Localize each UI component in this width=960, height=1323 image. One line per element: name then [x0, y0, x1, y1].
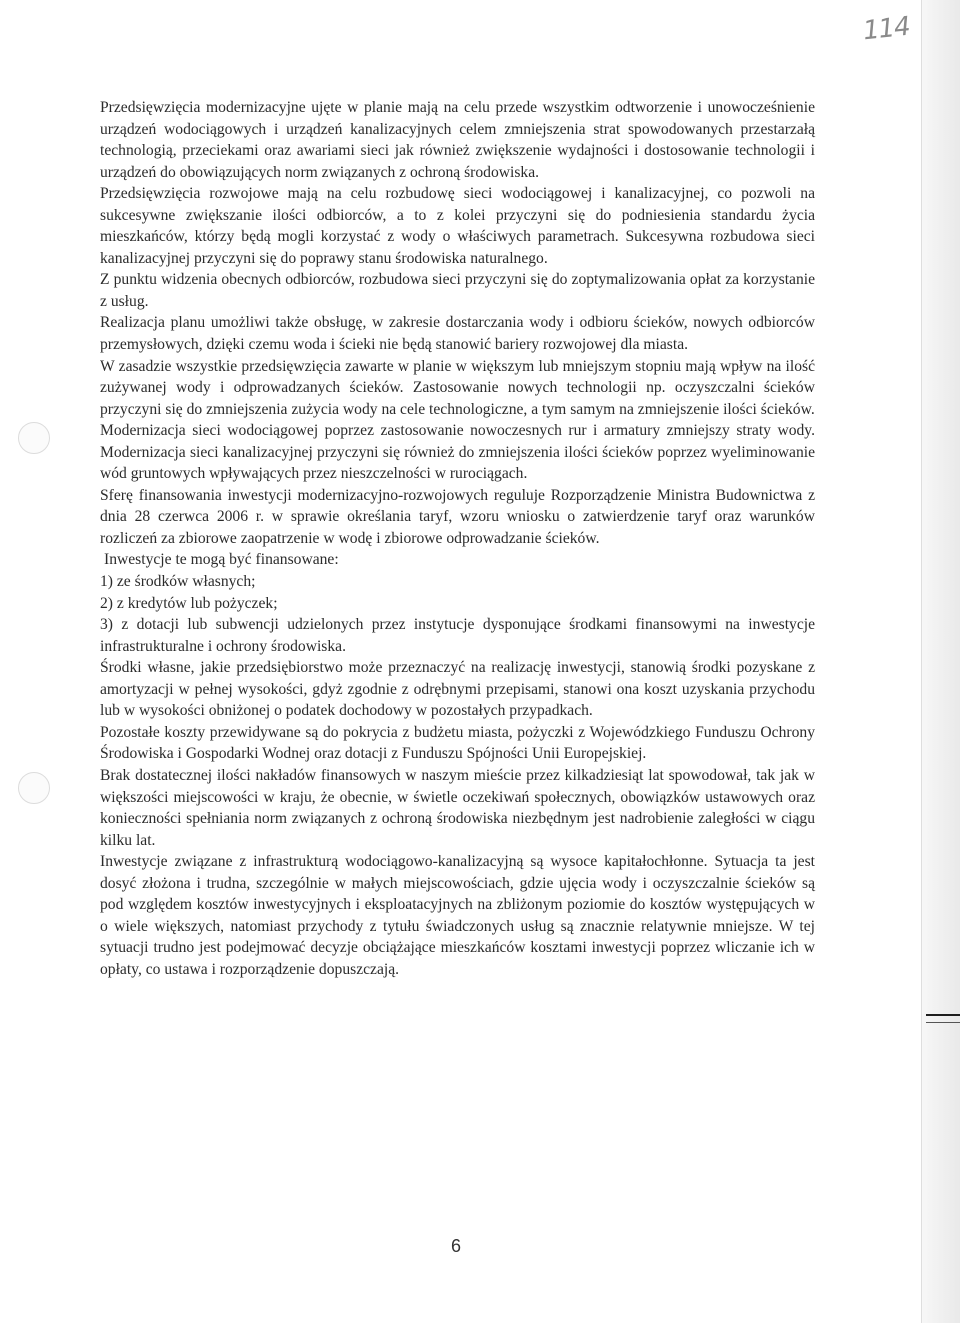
page-edge-mark: [926, 1022, 960, 1023]
page-edge-mark: [926, 1014, 960, 1016]
paragraph: Sferę finansowania inwestycji modernizacyjno-rozwojowych reguluje Rozporządzenie Ministra Budownictwa z dnia 28 czerwca 2006 r. w sprawie określania taryf, wzoru wniosku o zatwierdzenie taryf oraz warunków rozliczeń za zbiorowe zaopatrzenie w wodę i zbiorowe odprowadzanie ścieków.: [100, 486, 815, 547]
list-item: 1) ze środków własnych;: [100, 573, 256, 591]
punch-hole: [18, 772, 50, 804]
document-body: [100, 97, 815, 980]
list-item: 2) z kredytów lub pożyczek;: [100, 594, 278, 612]
list-item: 3) z dotacji lub subwencji udzielonych przez instytucje dysponujące środkami finansowymi na inwestycje infrastrukturalne i ochrony środowiska.: [100, 616, 815, 655]
punch-hole: [18, 422, 50, 454]
paragraph: Modernizacja sieci wodociągowej poprzez zastosowanie nowoczesnych rur i armatury zmniejszy straty wody. Modernizacja sieci kanalizacyjnej przyczyni się również do zmniejszenia ilości ścieków poprzez wyeliminowanie wód gruntowych wpływających przez nieszczelności w rurociągach.: [100, 422, 815, 483]
list-intro: Inwestycje te mogą być finansowane:: [104, 551, 339, 569]
paragraph: Realizacja planu umożliwi także obsługę, w zakresie dostarczania wody i odbioru ścieków, nowych odbiorców przemysłowych, dzięki czemu woda i ścieki nie będą stanowić bariery rozwojowej dla miasta.: [100, 314, 815, 354]
paragraph: Inwestycje związane z infrastrukturą wodociągowo-kanalizacyjną są wysoce kapitałochłonne. Sytuacja ta jest dosyć złożona i trudna, szczególnie w małych miejscowościach, gdzie ujęcia wody i oczyszczalnie ścieków są pod względem kosztów inwestycyjnych i eksploatacyjnych na zbliżonym poziomie do kosztów występujących w o wiele większych, natomiast przychody z tytułu świadczonych usług są znacznie relatywnie mniejsze. W tej sytuacji trudno jest podejmować decyzje obciążające mieszkańców kosztami inwestycji poprzez wliczanie ich w opłaty, co ustawa i rozporządzenie dopuszczają.: [100, 853, 815, 978]
paragraph: Przedsięwzięcia modernizacyjne ujęte w planie mają na celu przede wszystkim odtworzenie i unowocześnienie urządzeń wodociągowych i urządzeń kanalizacyjnych celem zmniejszenia strat spowodowanych przestarzałą technologią, przeciekami oraz awariami sieci jak również zwiększenie wydajności i dostosowanie technologii i urządzeń do obowiązujących norm związanych z ochroną środowiska.: [100, 99, 815, 181]
handwritten-page-annotation: 114: [861, 11, 912, 47]
paragraph: Z punktu widzenia obecnych odbiorców, rozbudowa sieci przyczyni się do zoptymalizowania opłat za korzystanie z usług.: [100, 271, 815, 310]
paragraph: Przedsięwzięcia rozwojowe mają na celu rozbudowę sieci wodociągowej i kanalizacyjnej, co pozwoli na sukcesywne zwiększanie ilości odbiorców, a to z kolei przyczyni się do podniesienia standardu życia mieszkańców, którzy będą mogli korzystać z wody o właściwych parametrach. Sukcesywna rozbudowa sieci kanalizacyjnej przyczyni się do poprawy stanu środowiska naturalnego.: [100, 185, 815, 267]
paragraph: Środki własne, jakie przedsiębiorstwo może przeznaczyć na realizację inwestycji, stanowią środki pozyskane z amortyzacji w pełnej wysokości, gdyż zgodnie z odrębnymi przepisami, stanowi ona koszt uzyskania przychodu lub w wysokości obniżonej o podatek dochodowy w pozostałych przypadkach.: [100, 659, 815, 720]
paragraph: W zasadzie wszystkie przedsięwzięcia zawarte w planie w większym lub mniejszym stopniu mają wpływ na ilość zużywanej wody i odprowadzanych ścieków. Zastosowanie nowych technologii np. oczyszczalni ścieków przyczyni się do zmniejszenia zużycia wody na cele technologiczne, a tym samym na zmniejszenie ilości ścieków.: [100, 357, 815, 418]
paragraph: Pozostałe koszty przewidywane są do pokrycia z budżetu miasta, pożyczki z Wojewódzkiego Funduszu Ochrony Środowiska i Gospodarki Wodnej oraz dotacji z Funduszu Spójności Unii Europejskiej.: [100, 723, 815, 763]
page-number: 6: [450, 1236, 461, 1256]
paragraph: Brak dostatecznej ilości nakładów finansowych w naszym mieście przez kilkadziesiąt lat spowodował, tak jak w większości miejscowości w kraju, że obecnie, w świetle oczekiwań społecznych, obowiązków ustawowych oraz konieczności spełniania norm związanych z ochroną środowiska niezbędnym jest nadrobienie zaległości w ciągu kilku lat.: [100, 766, 815, 849]
scanned-page-edge: [921, 0, 960, 1323]
